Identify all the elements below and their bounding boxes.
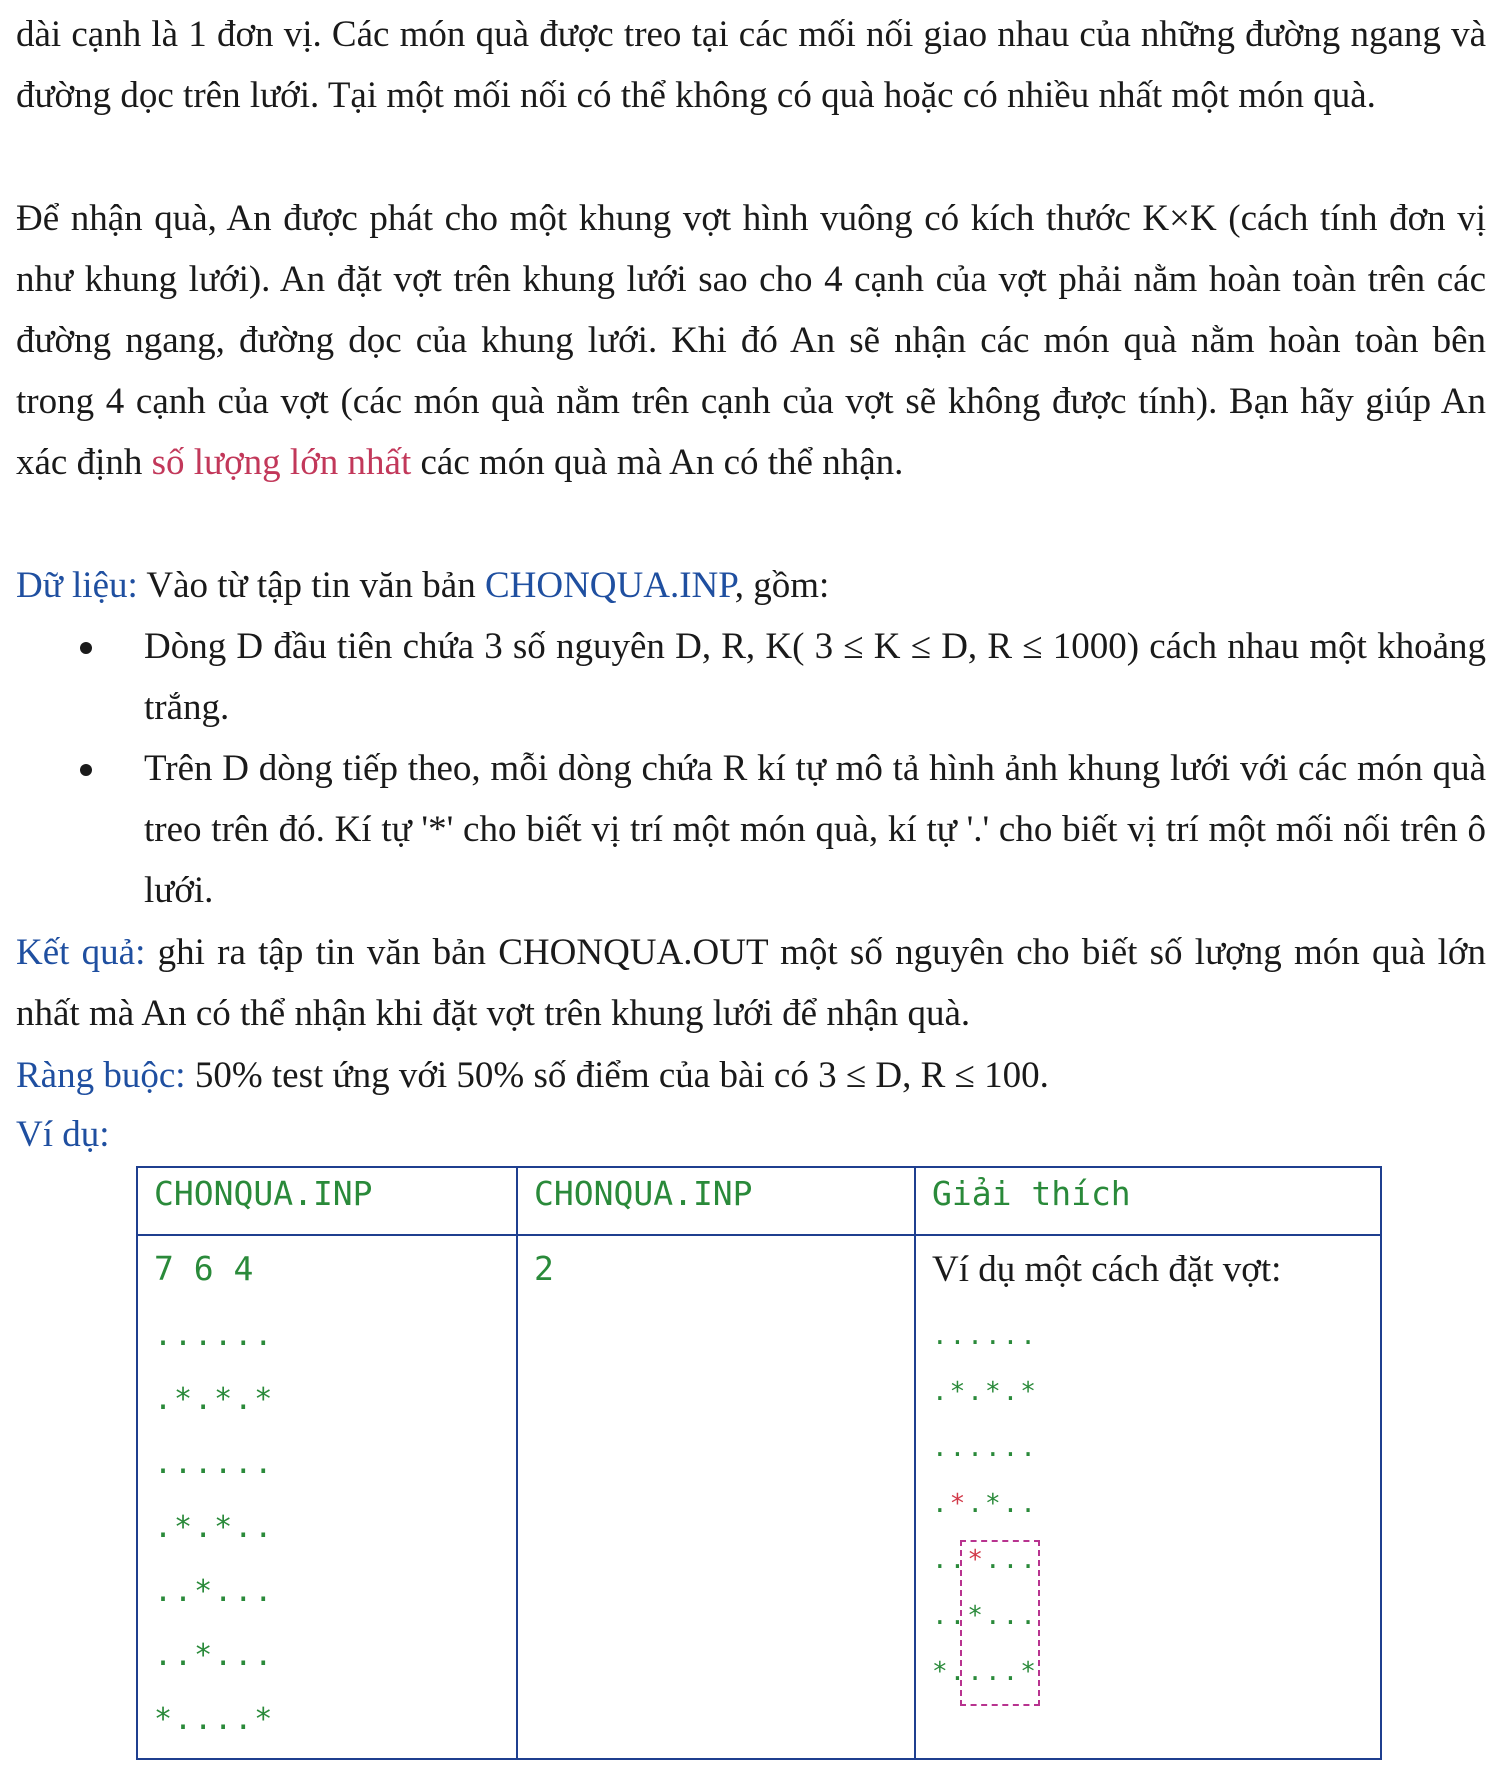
bullet-dot-icon xyxy=(80,642,92,654)
constraint-text: 50% test ứng với 50% số điểm của bài có 3 ≤ D, R ≤ 100. xyxy=(185,1055,1049,1096)
grid-row: .*.*.. xyxy=(154,1510,275,1545)
explanation-grid xyxy=(932,1308,1364,1700)
output-label: Kết quả: xyxy=(16,932,146,973)
output-cell xyxy=(517,1235,915,1759)
example-heading xyxy=(16,1104,1486,1165)
table-row xyxy=(137,1235,1381,1759)
grid-row: ...... xyxy=(154,1446,275,1481)
bullet-text: Dòng D đầu tiên chứa 3 số nguyên D, R, K( 3 ≤ K ≤ D, R ≤ 1000) cách nhau một khoảng trắng. xyxy=(144,626,1486,728)
explanation-cell xyxy=(915,1235,1381,1759)
header-input: CHONQUA.INP xyxy=(137,1167,517,1235)
highlight-text: số lượng lớn nhất xyxy=(151,442,412,483)
grid-row: .*.*.* xyxy=(932,1377,1038,1407)
bullet-dot-icon xyxy=(80,764,92,776)
bullet-text: Trên D dòng tiếp theo, mỗi dòng chứa R kí tự mô tả hình ảnh khung lưới với các món quà treo trên đó. Kí tự '*' cho biết vị trí một món quà, kí tự '.' cho biết vị trí một mối nối trên ô lưới. xyxy=(144,748,1486,911)
bullet-item xyxy=(80,738,1486,921)
input-first-line: 7 6 4 xyxy=(154,1249,254,1288)
table-header-row xyxy=(137,1167,1381,1235)
input-heading xyxy=(16,555,1486,616)
input-text-after: , gồm: xyxy=(734,565,830,606)
grid-row: ..*... xyxy=(932,1601,1038,1631)
intro-paragraph-1: dài cạnh là 1 đơn vị. Các món quà được treo tại các mối nối giao nhau của những đường ngang và đường dọc trên lưới. Tại một mối nối có thể không có quà hoặc có nhiều nhất một món quà. xyxy=(16,14,1486,116)
example-label: Ví dụ: xyxy=(16,1114,110,1155)
output-value: 2 xyxy=(534,1249,554,1288)
header-output: CHONQUA.INP xyxy=(517,1167,915,1235)
grid-row: ...... xyxy=(932,1321,1038,1351)
grid-row: .*.*.. xyxy=(932,1489,1038,1519)
bullet-item xyxy=(80,616,1486,738)
input-bullet-list xyxy=(80,616,1486,921)
grid-row: .*.*.* xyxy=(154,1382,275,1417)
grid-row: ...... xyxy=(932,1433,1038,1463)
constraint-label: Ràng buộc: xyxy=(16,1055,186,1096)
example-table xyxy=(136,1166,1382,1760)
grid-row: ..*... xyxy=(154,1638,275,1673)
output-text: ghi ra tập tin văn bản CHONQUA.OUT một số nguyên cho biết số lượng món quà lớn nhất mà An có thể nhận khi đặt vợt trên khung lưới để nhận quà. xyxy=(16,932,1486,1034)
intro-paragraph-2 xyxy=(16,188,1486,493)
output-heading xyxy=(16,922,1486,1044)
header-explanation: Giải thích xyxy=(915,1167,1381,1235)
intro-p2-end: các món quà mà An có thể nhận. xyxy=(411,442,904,483)
grid-row: ..*... xyxy=(932,1545,1038,1575)
grid-row: *....* xyxy=(932,1657,1038,1687)
captured-gift-star: * xyxy=(967,1545,985,1575)
racket-frame-outline xyxy=(960,1540,1040,1706)
grid-row: *....* xyxy=(154,1702,275,1737)
intro-p2-text: Để nhận quà, An được phát cho một khung vợt hình vuông có kích thước K×K (cách tính đơn vị như khung lưới). An đặt vợt trên khung lưới sao cho 4 cạnh của vợt phải nằm hoàn toàn trên các đường ngang, đường dọc của khung lưới. Khi đó An sẽ nhận các món quà nằm hoàn toàn bên trong 4 cạnh của vợt (các món quà nằm trên cạnh của vợt sẽ không được tính). Bạn hãy giúp An xác định xyxy=(16,198,1486,483)
input-text-before: Vào từ tập tin văn bản xyxy=(137,565,485,606)
constraint-heading xyxy=(16,1045,1486,1106)
input-filename: CHONQUA.INP xyxy=(484,565,735,606)
grid-row: ..*... xyxy=(154,1574,275,1609)
input-cell xyxy=(137,1235,517,1759)
input-label: Dữ liệu: xyxy=(16,565,138,606)
captured-gift-star: * xyxy=(949,1489,968,1519)
grid-row: ...... xyxy=(154,1318,275,1353)
explanation-text: Ví dụ một cách đặt vợt: xyxy=(932,1249,1282,1290)
